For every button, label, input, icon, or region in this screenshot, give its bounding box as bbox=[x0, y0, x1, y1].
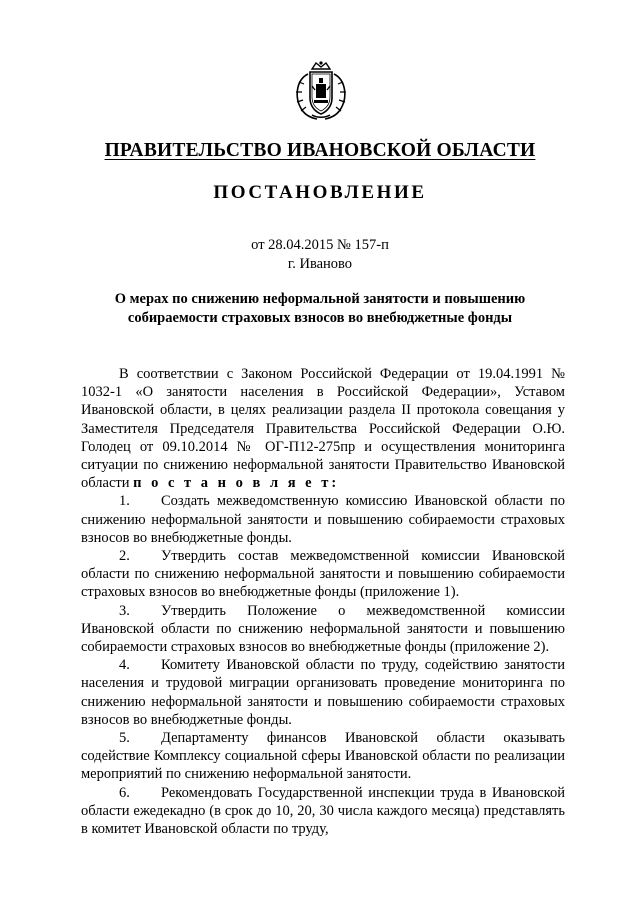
item-text: Департаменту финансов Ивановской области оказывать содействие Комплексу социальной сферы Ивановской области по реализации мероприятий по снижению неформальной занятости. bbox=[81, 730, 565, 783]
item-text: Утвердить состав межведомственной комиссии Ивановской области по снижению неформальной занятости и повышению собираемости страховых взносов во внебюджетные фонды (приложение 1). bbox=[81, 548, 565, 601]
document-title: О мерах по снижению неформальной занятости и повышению собираемости страховых взносов во внебюджетные фонды bbox=[114, 291, 526, 326]
item-number: 1. bbox=[119, 493, 130, 510]
item-number: 3. bbox=[119, 602, 130, 619]
item-number: 5. bbox=[119, 730, 130, 747]
preamble-text: В соответствии с Законом Российской Федерации от 19.04.1991 № 1032-1 «О занятости населения в Российской Федерации», Уставом Ивановской области, в целях реализации раздела II протокола совещания у Заместителя Председателя Правительства Российской Федерации О.Ю. Голодец от 09.10.2014 № ОГ-П12-275пр и осуществления мониторинга ситуации по снижению неформальной занятости Правительство Ивановской области bbox=[81, 366, 565, 492]
coat-of-arms-icon bbox=[290, 60, 352, 122]
organization-name: ПРАВИТЕЛЬСТВО ИВАНОВСКОЙ ОБЛАСТИ bbox=[104, 140, 536, 161]
item-text: Утвердить Положение о межведомственной комиссии Ивановской области по снижению неформальной занятости и повышению собираемости страховых взносов во внебюджетные фонды (приложение 2). bbox=[81, 602, 565, 656]
date-number: от 28.04.2015 № 157-п bbox=[251, 237, 389, 253]
item-text: Создать межведомственную комиссию Ивановской области по снижению неформальной занятости и повышению собираемости страховых взносов во внебюджетные фонды. bbox=[81, 493, 565, 546]
list-item bbox=[81, 492, 565, 547]
list-item bbox=[81, 784, 565, 839]
city: г. Иваново bbox=[287, 256, 353, 272]
item-text: Рекомендовать Государственной инспекции труда в Ивановской области ежедекадно (в срок до 10, 20, 30 числа каждого месяца) представлять в комитет Ивановской области по труду, bbox=[81, 784, 565, 838]
item-number: 6. bbox=[119, 784, 130, 801]
decree-word: п о с т а н о в л я е т: bbox=[133, 475, 340, 492]
document-body bbox=[81, 365, 565, 838]
item-number: 2. bbox=[119, 548, 130, 565]
list-item bbox=[81, 547, 565, 602]
organization-heading bbox=[0, 140, 640, 162]
document-meta bbox=[0, 236, 640, 274]
document-type-heading: ПОСТАНОВЛЕНИЕ bbox=[213, 182, 427, 203]
list-item bbox=[81, 602, 565, 657]
item-number: 4. bbox=[119, 657, 130, 674]
list-item bbox=[81, 729, 565, 784]
item-text: Комитету Ивановской области по труду, содействию занятости населения и трудовой миграции организовать проведение мониторинга по снижению неформальной занятости и повышению собираемости страховых взносов во внебюджетные фонды. bbox=[81, 657, 565, 728]
preamble bbox=[81, 365, 565, 492]
list-item bbox=[81, 656, 565, 729]
